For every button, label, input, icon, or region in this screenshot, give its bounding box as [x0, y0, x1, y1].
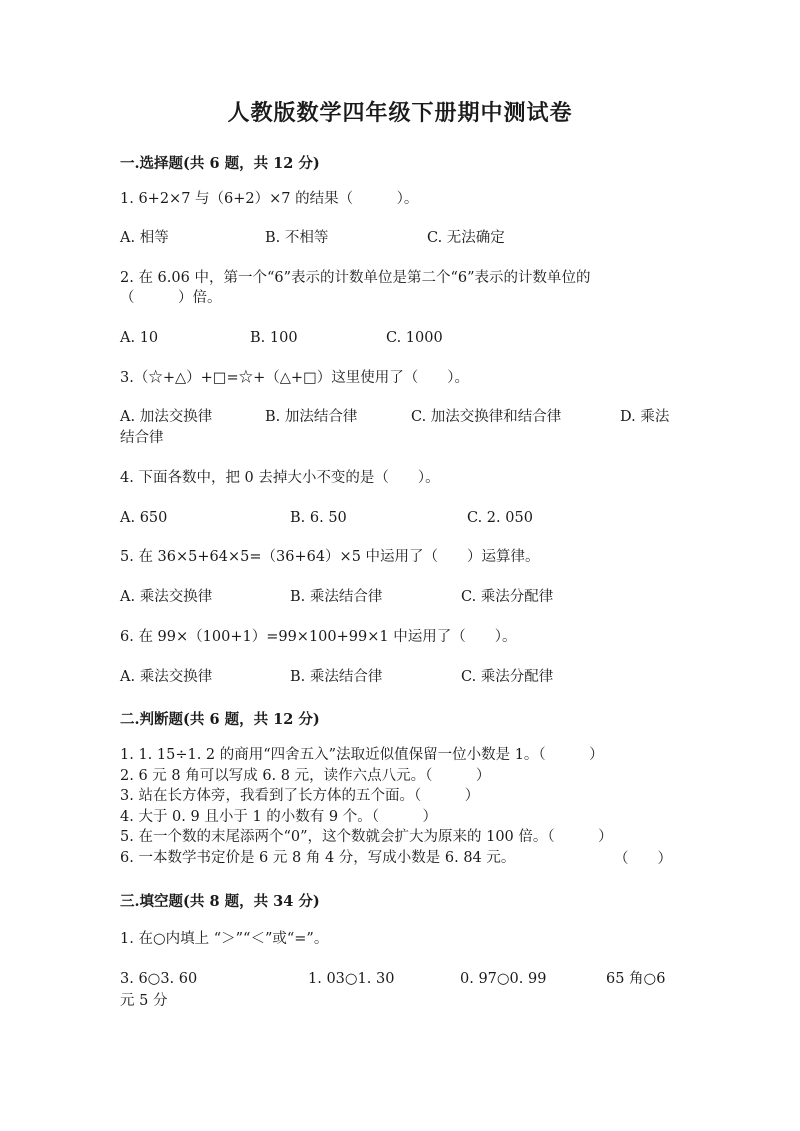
question-5-option-c: C. 乘法分配律: [461, 589, 554, 605]
question-6-option-b: B. 乘法结合律: [290, 669, 383, 685]
question-4-option-b: B. 6. 50: [290, 510, 347, 526]
section-heading-fill-in: 三.填空题(共 8 题，共 34 分): [120, 893, 320, 910]
question-3-option-b: B. 加法结合律: [265, 409, 358, 425]
judgment-item-6-answer-paren: （ ）: [614, 851, 672, 867]
fill-question-1-stem: 1. 在○内填上 “＞”“＜”或“=”。: [120, 931, 329, 947]
judgment-item-1: 1. 1. 15÷1. 2 的商用“四舍五入”法取近似值保留一位小数是 1。（ ）: [120, 747, 604, 763]
question-3-option-d-continued: 结合律: [120, 430, 164, 446]
question-2-stem-line1: 2. 在 6.06 中，第一个“6”表示的计数单位是第二个“6”表示的计数单位的: [120, 270, 591, 286]
fill-question-1-item-b: 1. 03○1. 30: [308, 971, 395, 987]
question-6-option-a: A. 乘法交换律: [120, 669, 213, 685]
question-3-option-d: D. 乘法: [620, 409, 670, 425]
question-3-option-c: C. 加法交换律和结合律: [411, 409, 562, 425]
question-6-stem: 6. 在 99×（100+1）=99×100+99×1 中运用了（ ）。: [120, 629, 517, 645]
fill-question-1-item-d: 65 角○6: [606, 971, 666, 987]
question-5-option-a: A. 乘法交换律: [120, 589, 213, 605]
question-2-option-c: C. 1000: [386, 330, 443, 346]
judgment-item-2: 2. 6 元 8 角可以写成 6. 8 元，读作六点八元。（ ）: [120, 768, 491, 784]
question-6-option-c: C. 乘法分配律: [461, 669, 554, 685]
question-1-stem: 1. 6+2×7 与（6+2）×7 的结果（ ）。: [120, 191, 419, 207]
judgment-item-6: 6. 一本数学书定价是 6 元 8 角 4 分，写成小数是 6. 84 元。: [120, 850, 516, 866]
fill-question-1-item-c: 0. 97○0. 99: [460, 971, 547, 987]
section-heading-choice: 一.选择题(共 6 题，共 12 分): [120, 155, 320, 172]
judgment-item-3: 3. 站在长方体旁，我看到了长方体的五个面。（ ）: [120, 788, 480, 804]
question-2-option-a: A. 10: [120, 330, 159, 346]
question-3-option-a: A. 加法交换律: [120, 409, 213, 425]
fill-question-1-item-a: 3. 6○3. 60: [120, 971, 198, 987]
question-5-stem: 5. 在 36×5+64×5=（36+64）×5 中运用了（ ）运算律。: [120, 549, 540, 565]
question-5-option-b: B. 乘法结合律: [290, 589, 383, 605]
page-title: 人教版数学四年级下册期中测试卷: [227, 100, 573, 126]
question-3-stem: 3.（☆+△）+□=☆+（△+□）这里使用了（ ）。: [120, 370, 470, 386]
question-4-option-c: C. 2. 050: [467, 510, 533, 526]
question-1-option-b: B. 不相等: [265, 230, 329, 246]
question-4-option-a: A. 650: [120, 510, 168, 526]
question-2-stem-line2: （ ）倍。: [120, 290, 222, 306]
question-1-option-c: C. 无法确定: [427, 230, 505, 246]
section-heading-judgment: 二.判断题(共 6 题，共 12 分): [120, 711, 320, 728]
judgment-item-5: 5. 在一个数的末尾添两个“0”，这个数就会扩大为原来的 100 倍。（ ）: [120, 829, 613, 845]
fill-question-1-item-d-continued: 元 5 分: [120, 993, 168, 1009]
question-1-option-a: A. 相等: [120, 230, 169, 246]
judgment-item-4: 4. 大于 0. 9 且小于 1 的小数有 9 个。（ ）: [120, 809, 437, 825]
question-4-stem: 4. 下面各数中，把 0 去掉大小不变的是（ ）。: [120, 470, 440, 486]
question-2-option-b: B. 100: [250, 330, 298, 346]
